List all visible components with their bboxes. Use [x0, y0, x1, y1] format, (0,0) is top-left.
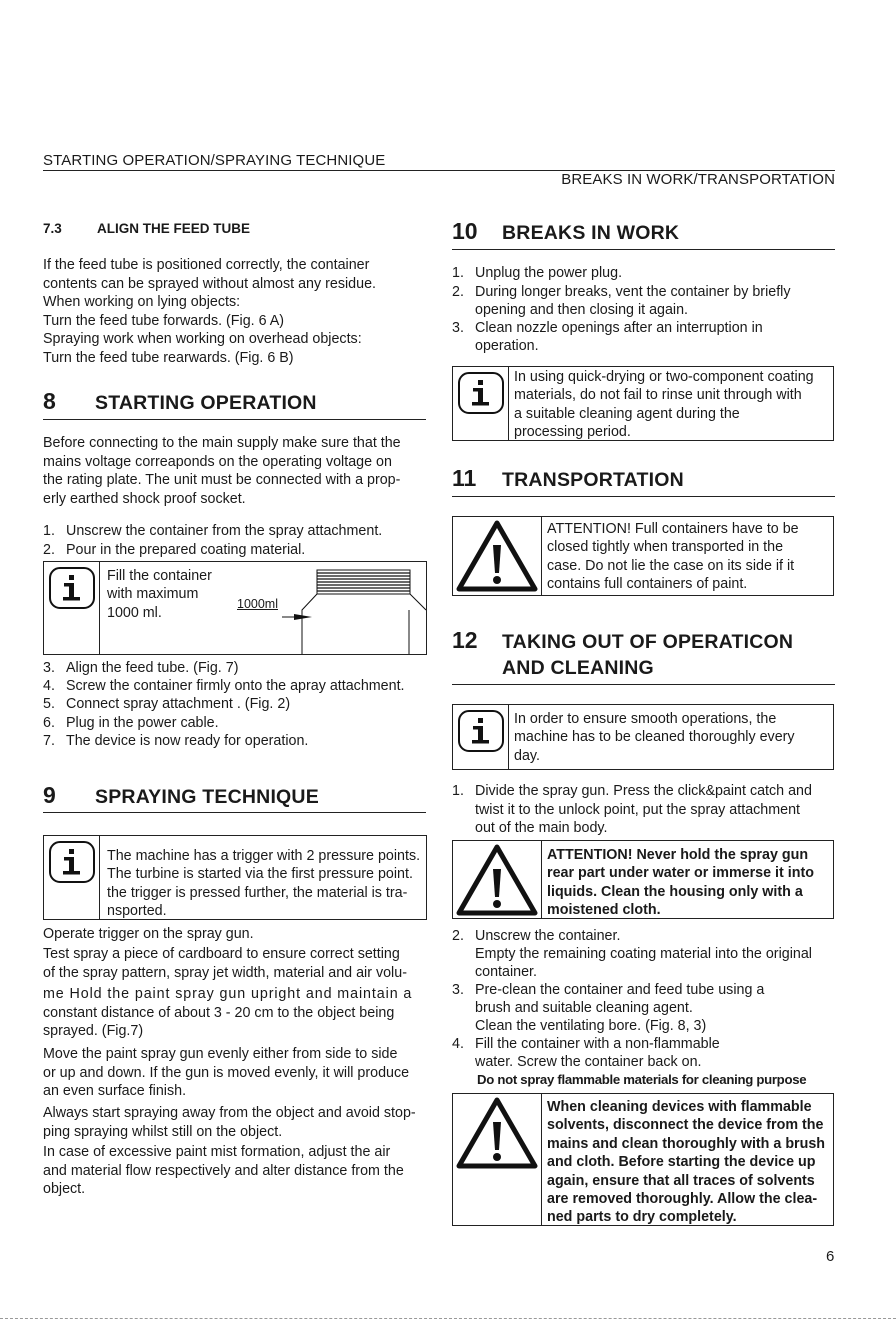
info-icon-cell: [453, 705, 509, 769]
section-11-number: 11: [452, 465, 477, 491]
info-box-cleaning: [452, 704, 834, 770]
info-icon-cell: [44, 836, 100, 919]
text-line: are removed thoroughly. Allow the clea-: [547, 1191, 818, 1208]
text-line: nsported.: [107, 903, 167, 920]
section-9-title: SPRAYING TECHNIQUE: [95, 786, 319, 808]
text-line: me Hold the paint spray gun upright and maintain a: [43, 986, 413, 1003]
section-8-intro: [43, 434, 401, 508]
info-text: [514, 710, 795, 765]
section-7-3-title: ALIGN THE FEED TUBE: [97, 221, 251, 236]
text-line: Turn the feed tube forwards. (Fig. 6 A): [43, 312, 285, 329]
info-icon-cell: [453, 367, 509, 440]
text-line: liquids. Clean the housing only with a: [547, 883, 803, 900]
paragraph: [43, 1045, 409, 1101]
text-line: ATTENTION! Never hold the spray gun: [547, 847, 809, 863]
text-line: Before connecting to the main supply make sure that the: [43, 435, 401, 451]
text-line: Fill the container: [107, 568, 212, 584]
text-line: When cleaning devices with flammable: [547, 1099, 812, 1115]
text-line: Move the paint spray gun evenly either from side to side: [43, 1046, 398, 1062]
text-line: constant distance of about 3 - 20 cm to the object being: [43, 1004, 395, 1021]
text-line: contains full containers of paint.: [547, 576, 748, 593]
info-icon: [44, 836, 99, 896]
text-line: ned parts to dry completely.: [547, 1209, 737, 1226]
warning-icon-cell: [453, 1094, 542, 1225]
paragraph: [43, 945, 412, 1041]
text-line: In case of excessive paint mist formation, adjust the air: [43, 1144, 391, 1160]
text-line: ATTENTION! Full containers have to be: [547, 521, 799, 537]
info-icon: [453, 367, 508, 422]
info-icon: [453, 705, 508, 760]
section-7-3-body: [43, 256, 376, 368]
warning-triangle-icon: [453, 841, 541, 919]
text-line: contents can be sprayed without almost any residue.: [43, 275, 376, 292]
warning-triangle-icon: [453, 1094, 541, 1172]
warning-text: [547, 846, 814, 920]
section-11-rule: [452, 496, 835, 497]
section-10-rule: [452, 249, 835, 250]
text-line: processing period.: [514, 424, 631, 441]
text-line: and cloth. Before starting the device up: [547, 1154, 816, 1171]
text-line: ping spraying whilst still on the object.: [43, 1123, 283, 1140]
text-line: of the spray pattern, spray jet width, material and air volu-: [43, 964, 407, 981]
section-12-title: TAKING OUT OF OPERATICON: [502, 631, 794, 653]
paragraph: [43, 1143, 404, 1199]
section-8-number: 8: [43, 388, 56, 414]
section-9-number: 9: [43, 782, 56, 808]
text-line: The machine has a trigger with 2 pressure points.: [107, 848, 421, 864]
text-line: rear part under water or immerse it into: [547, 865, 814, 882]
info-text: [107, 567, 212, 622]
warning-text: [547, 1098, 825, 1227]
section-10-number: 10: [452, 218, 478, 244]
text-line: with maximum: [107, 586, 199, 603]
info-box-fill: [43, 561, 427, 655]
page-edge: [0, 1318, 896, 1319]
warning-icon-cell: [453, 841, 542, 918]
text-line: erly earthed shock proof socket.: [43, 490, 246, 507]
paragraph: Operate trigger on the spray gun.: [43, 926, 254, 942]
info-box-quick-drying: [452, 366, 834, 441]
text-line: again, ensure that all traces of solvents: [547, 1172, 815, 1189]
text-line: the rating plate. The unit must be connected with a prop-: [43, 472, 401, 489]
text-line: object.: [43, 1181, 86, 1198]
text-line: day.: [514, 747, 540, 764]
running-header-right: BREAKS IN WORK/TRANSPORTATION: [561, 171, 835, 188]
warning-box-transport: [452, 516, 834, 596]
text-line: mains voltage correaponds on the operating voltage on: [43, 453, 392, 470]
text-line: When working on lying objects:: [43, 294, 241, 311]
text-line: solvents, disconnect the device from the: [547, 1117, 824, 1134]
text-line: Turn the feed tube rearwards. (Fig. 6 B): [43, 349, 294, 366]
warning-icon-cell: [453, 517, 542, 595]
text-line: and material flow respectively and alter distance from the: [43, 1162, 404, 1179]
warning-box-flammable: [452, 1093, 834, 1226]
text-line: Always start spraying away from the object and avoid stop-: [43, 1105, 416, 1121]
text-line: sprayed. (Fig.7): [43, 1023, 144, 1040]
info-icon-cell: [44, 562, 100, 654]
text-line: The turbine is started via the first pressure point.: [107, 866, 413, 883]
text-line: Spraying work when working on overhead objects:: [43, 331, 362, 348]
warning-triangle-icon: [453, 517, 541, 595]
page-number: 6: [826, 1248, 835, 1265]
text-line: 1000 ml.: [107, 604, 162, 621]
text-line: machine has to be cleaned thoroughly every: [514, 729, 795, 746]
section-9-rule: [43, 812, 426, 813]
section-11-title: TRANSPORTATION: [502, 469, 684, 491]
running-header-left: STARTING OPERATION/SPRAYING TECHNIQUE: [43, 152, 386, 169]
text-line: mains and clean thoroughly with a brush: [547, 1135, 826, 1152]
section-12-title-line2: AND CLEANING: [502, 657, 654, 679]
section-8-rule: [43, 419, 426, 420]
text-line: closed tightly when transported in the: [547, 539, 784, 556]
info-icon: [44, 562, 99, 622]
section-12-number: 12: [452, 627, 478, 653]
text-line: materials, do not fail to rinse unit through with: [514, 387, 802, 404]
text-line: or up and down. If the gun is moved evenly, it will produce: [43, 1064, 410, 1081]
info-box-trigger: [43, 835, 427, 920]
paragraph: [43, 1104, 416, 1141]
text-line: moistened cloth.: [547, 902, 661, 919]
fig-label-1000ml: 1000ml: [237, 597, 278, 611]
warning-text: [547, 520, 799, 594]
text-line: Test spray a piece of cardboard to ensure correct setting: [43, 946, 400, 962]
section-8-title: STARTING OPERATION: [95, 392, 317, 414]
section-10-title: BREAKS IN WORK: [502, 222, 680, 244]
info-text: [514, 368, 814, 442]
text-line: In order to ensure smooth operations, the: [514, 711, 777, 727]
text-line: a suitable cleaning agent during the: [514, 405, 740, 422]
info-text: [107, 847, 420, 921]
section-12-rule: [452, 684, 835, 685]
text-line: an even surface finish.: [43, 1083, 187, 1100]
text-line: the trigger is pressed further, the material is tra-: [107, 884, 408, 901]
text-line: In using quick-drying or two-component coating: [514, 369, 814, 385]
container-figure: [274, 564, 426, 654]
text-line: If the feed tube is positioned correctly, the container: [43, 257, 370, 273]
text-line: case. Do not lie the case on its side if it: [547, 557, 795, 574]
warning-box-housing: [452, 840, 834, 919]
section-7-3-number: 7.3: [43, 221, 62, 236]
